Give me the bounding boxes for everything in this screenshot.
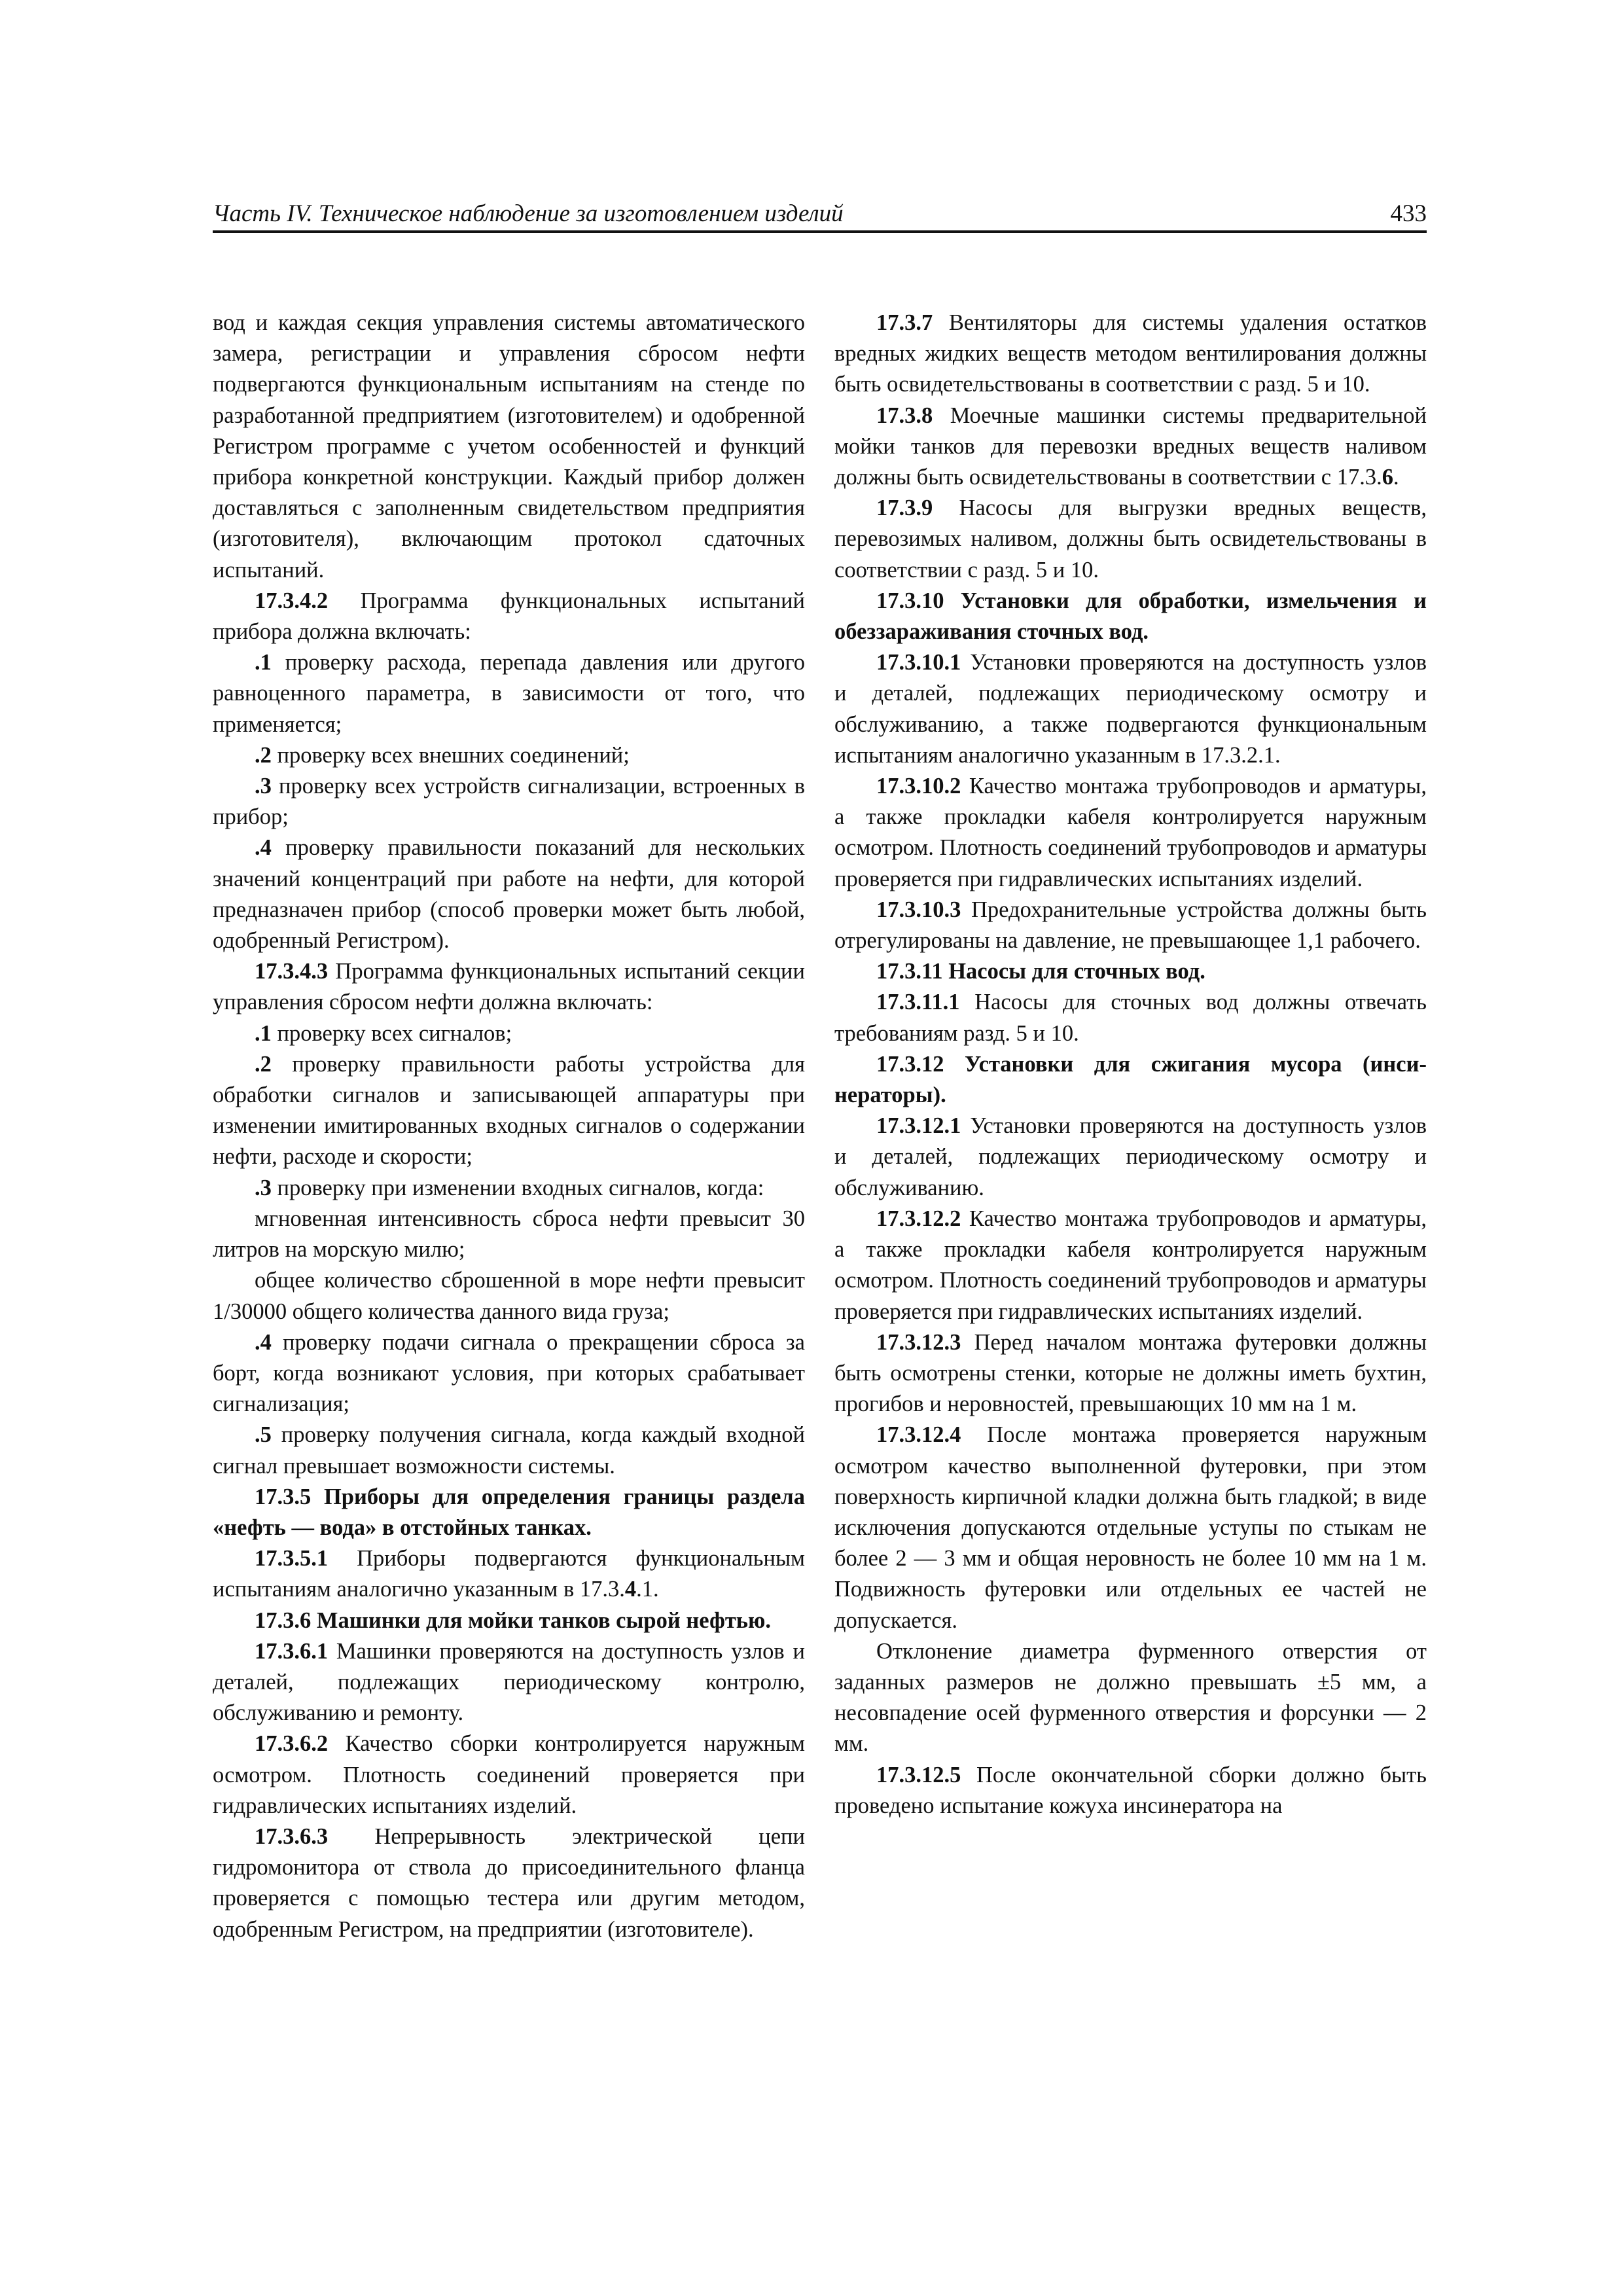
item-number: .1 bbox=[255, 650, 272, 675]
list-item bbox=[213, 1327, 805, 1420]
clause-number: 17.3.10.2 bbox=[876, 774, 961, 799]
list-item bbox=[213, 1173, 805, 1204]
item-number: .2 bbox=[255, 1051, 272, 1077]
item-text: проверку всех внешних соединений; bbox=[271, 742, 630, 768]
section-heading bbox=[834, 956, 1427, 987]
clause-number: 17.3.6.3 bbox=[255, 1823, 329, 1849]
heading-text: 17.3.11 Насосы для сточных вод. bbox=[876, 959, 1205, 984]
clause-number: 17.3.5.1 bbox=[255, 1546, 329, 1571]
item-number: .3 bbox=[255, 1175, 272, 1200]
list-item bbox=[213, 740, 805, 771]
paragraph-text: Насосы для выгрузки вредных веществ, перевозимых наливом, должны быть освидетельствованы в соответствии с разд. 5 и 10. bbox=[834, 495, 1427, 583]
item-number: .2 bbox=[255, 742, 272, 768]
item-number: .1 bbox=[255, 1020, 272, 1046]
paragraph bbox=[213, 1729, 805, 1821]
item-number: .4 bbox=[255, 1329, 272, 1355]
paragraph-text: Качество сборки контролируется наружным осмотром. Плотность соединений проверяется при гидравлических испытаниях изделий. bbox=[213, 1731, 805, 1818]
paragraph-text: Вентиляторы для системы удаления остатков вредных жидких веществ методом вентилирования должны быть освидетельствованы в соответствии с разд. 5 и 10. bbox=[834, 310, 1427, 397]
item-text: проверку расхода, перепада давления или другого равноценного параметра, в зависимости от того, что применяется; bbox=[213, 650, 805, 737]
paragraph-text: Насосы для сточных вод должны отвечать требованиям разд. 5 и 10. bbox=[834, 990, 1427, 1046]
clause-number: 17.3.9 bbox=[876, 495, 933, 521]
clause-number: 17.3.12.1 bbox=[876, 1113, 961, 1139]
item-text: проверку получения сигнала, когда каждый входной сигнал превышает возможности системы. bbox=[213, 1422, 805, 1479]
paragraph-text: Программа функциональных испытаний прибора должна включать: bbox=[213, 588, 805, 645]
list-item bbox=[213, 1018, 805, 1049]
item-number: .5 bbox=[255, 1422, 272, 1448]
heading-text: 17.3.5 Приборы для определения границы раздела «нефть — вода» в отстойных танках. bbox=[213, 1484, 805, 1540]
clause-number: 17.3.12.4 bbox=[876, 1422, 961, 1448]
section-heading bbox=[834, 586, 1427, 647]
paragraph bbox=[834, 1204, 1427, 1327]
paragraph bbox=[834, 1111, 1427, 1204]
paragraph-text: Качество монтажа трубопроводов и арматуры, а также прокладки кабеля контролируется наружным осмотром. Плотность соединений трубопроводов и арматуры проверяется при гидравлических испытаниях изделий. bbox=[834, 1206, 1427, 1324]
section-heading bbox=[834, 1049, 1427, 1111]
paragraph-text: Программа функциональных испытаний секции управления сбросом нефти должна включать: bbox=[213, 959, 805, 1015]
paragraph-text: Приборы подвергаются функциональным испытаниям аналогично указанным в 17.3. bbox=[213, 1546, 805, 1602]
paragraph bbox=[834, 1327, 1427, 1420]
paragraph bbox=[834, 771, 1427, 895]
list-item bbox=[213, 1049, 805, 1173]
paragraph bbox=[834, 895, 1427, 956]
clause-number: 17.3.10.1 bbox=[876, 650, 961, 675]
paragraph-text: Перед началом монтажа футеровки должны быть осмотрены стенки, которые не должны иметь бухтин, прогибов и неровностей, превышающих 10 мм на 1 м. bbox=[834, 1329, 1427, 1417]
clause-number: 17.3.7 bbox=[876, 310, 933, 335]
clause-number: 17.3.12.2 bbox=[876, 1206, 961, 1231]
paragraph-text: Отклонение диаметра фурменного отверстия от заданных размеров не должно превышать ±5 мм, а несовпадение осей фурменного отверстия и форсунки — 2 мм. bbox=[834, 1638, 1427, 1757]
item-text: проверку при изменении входных сигналов, когда: bbox=[271, 1175, 764, 1200]
paragraph bbox=[213, 1204, 805, 1265]
paragraph bbox=[834, 1636, 1427, 1760]
item-text: проверку всех устройств сигнализации, встроенных в прибор; bbox=[213, 774, 805, 830]
clause-number: 17.3.4.2 bbox=[255, 588, 329, 613]
paragraph-text: Предохранительные устройства должны быть отрегулированы на давление, не превышающее 1,1 рабочего. bbox=[834, 897, 1427, 954]
list-item bbox=[213, 771, 805, 833]
right-column bbox=[834, 308, 1427, 2088]
paragraph bbox=[834, 647, 1427, 771]
clause-number: 17.3.11.1 bbox=[876, 990, 960, 1015]
paragraph bbox=[213, 586, 805, 647]
paragraph bbox=[834, 308, 1427, 401]
item-number: .4 bbox=[255, 835, 272, 861]
paragraph-text: Машинки проверяются на доступность узлов и деталей, подлежащих периодическому контролю, обслуживанию и ремонту. bbox=[213, 1638, 805, 1726]
paragraph-text: Установки проверяются на доступность узлов и деталей, подлежащих периодическому осмотру и обслуживанию. bbox=[834, 1113, 1427, 1200]
clause-number: 17.3.4.3 bbox=[255, 959, 329, 984]
item-number: .3 bbox=[255, 774, 272, 799]
section-heading bbox=[213, 1605, 805, 1636]
paragraph-text: После монтажа проверяется наружным осмотром качество выполненной футеровки, при этом поверхность кирпичной кладки должна быть гладкой; в виде исключения допускаются отдельные уступы по стыкам не более 2 — 3 мм и общая неровность не более 10 мм на 1 м. Подвижность футеровки или отдельных ее частей не допускается. bbox=[834, 1422, 1427, 1633]
clause-number: 17.3.10.3 bbox=[876, 897, 961, 922]
paragraph-text: мгновенная интенсивность сброса нефти превысит 30 литров на морскую милю; bbox=[213, 1206, 805, 1263]
list-item bbox=[213, 1420, 805, 1481]
paragraph-text: Моечные машинки системы предварительной мойки танков для перевозки вредных веществ наливом должны быть освидетельствованы в соответствии с 17.3. bbox=[834, 403, 1427, 490]
list-item bbox=[213, 833, 805, 956]
left-column bbox=[213, 308, 805, 2088]
page-number: 433 bbox=[1390, 200, 1427, 227]
clause-number: 17.3.12.5 bbox=[876, 1762, 961, 1787]
paragraph bbox=[834, 987, 1427, 1049]
paragraph bbox=[834, 1760, 1427, 1821]
paragraph-text: После окончательной сборки должно быть проведено испытание кожуха инсинератора на bbox=[834, 1762, 1427, 1818]
paragraph-text-end: .1. bbox=[636, 1577, 659, 1602]
paragraph bbox=[213, 308, 805, 586]
paragraph bbox=[213, 956, 805, 1018]
heading-text: 17.3.12 Установки для сжигания мусора (инсинераторы). bbox=[834, 1051, 1427, 1108]
heading-text: 17.3.10 Установки для обработки, измельчения и обеззараживания сточных вод. bbox=[834, 588, 1427, 645]
paragraph-text: Непрерывность электрической цепи гидромонитора от ствола до присоединительного фланца проверяется с помощью тестера или другим методом, одобренным Регистром, на предприятии (изготовителе). bbox=[213, 1823, 805, 1942]
item-text: проверку подачи сигнала о прекращении сброса за борт, когда возникают условия, при которых срабатывает сигнализация; bbox=[213, 1329, 805, 1417]
section-heading bbox=[213, 1482, 805, 1543]
list-item bbox=[213, 647, 805, 740]
paragraph-text-end: . bbox=[1393, 465, 1399, 490]
paragraph bbox=[834, 1420, 1427, 1636]
paragraph-text: общее количество сброшенной в море нефти превысит 1/30000 общего количества данного вида груза; bbox=[213, 1268, 805, 1324]
bold-reference: 6 bbox=[1382, 465, 1393, 490]
paragraph-text: вод и каждая секция управления системы автоматического замера, регистрации и управления сбросом нефти подвергаются функциональным испытаниям на стенде по разработанной предприятием (изготовителем) и одобренной Регистром программе с учетом особенностей и функций прибора конкретной конструкции. Каждый прибор должен доставляться с заполненным свидетельством предприятия (изготовителя), включающим протокол сдаточных испытаний. bbox=[213, 310, 805, 583]
paragraph bbox=[834, 493, 1427, 586]
clause-number: 17.3.8 bbox=[876, 403, 933, 428]
item-text: проверку правильности работы устройства для обработки сигналов и записывающей аппаратуры при изменении имитированных входных сигналов о содержании нефти, расходе и скорости; bbox=[213, 1051, 805, 1170]
paragraph-text: Качество монтажа трубопроводов и арматуры, а также прокладки кабеля контролируется наружным осмотром. Плотность соединений трубопроводов и арматуры проверяется при гидравлических испытаниях изделий. bbox=[834, 774, 1427, 891]
clause-number: 17.3.12.3 bbox=[876, 1329, 961, 1355]
running-header bbox=[213, 198, 1427, 230]
header-rule bbox=[213, 230, 1427, 233]
paragraph bbox=[834, 401, 1427, 493]
paragraph-text: Установки проверяются на доступность узлов и деталей, подлежащих периодическому осмотру и обслуживанию, а также подвергаются функциональным испытаниям аналогично указанным в 17.3.2.1. bbox=[834, 650, 1427, 768]
header-title: Часть IV. Техническое наблюдение за изготовлением изделий bbox=[213, 200, 844, 227]
paragraph bbox=[213, 1821, 805, 1945]
heading-text: 17.3.6 Машинки для мойки танков сырой нефтью. bbox=[255, 1607, 772, 1633]
paragraph bbox=[213, 1265, 805, 1327]
clause-number: 17.3.6.2 bbox=[255, 1731, 329, 1757]
item-text: проверку правильности показаний для нескольких значений концентраций при работе на нефти, для которой предназначен прибор (способ проверки может быть любой, одобренный Регистром). bbox=[213, 835, 805, 954]
bold-reference: 4 bbox=[624, 1577, 637, 1602]
paragraph bbox=[213, 1543, 805, 1605]
clause-number: 17.3.6.1 bbox=[255, 1638, 329, 1664]
item-text: проверку всех сигналов; bbox=[271, 1020, 512, 1046]
paragraph bbox=[213, 1636, 805, 1729]
